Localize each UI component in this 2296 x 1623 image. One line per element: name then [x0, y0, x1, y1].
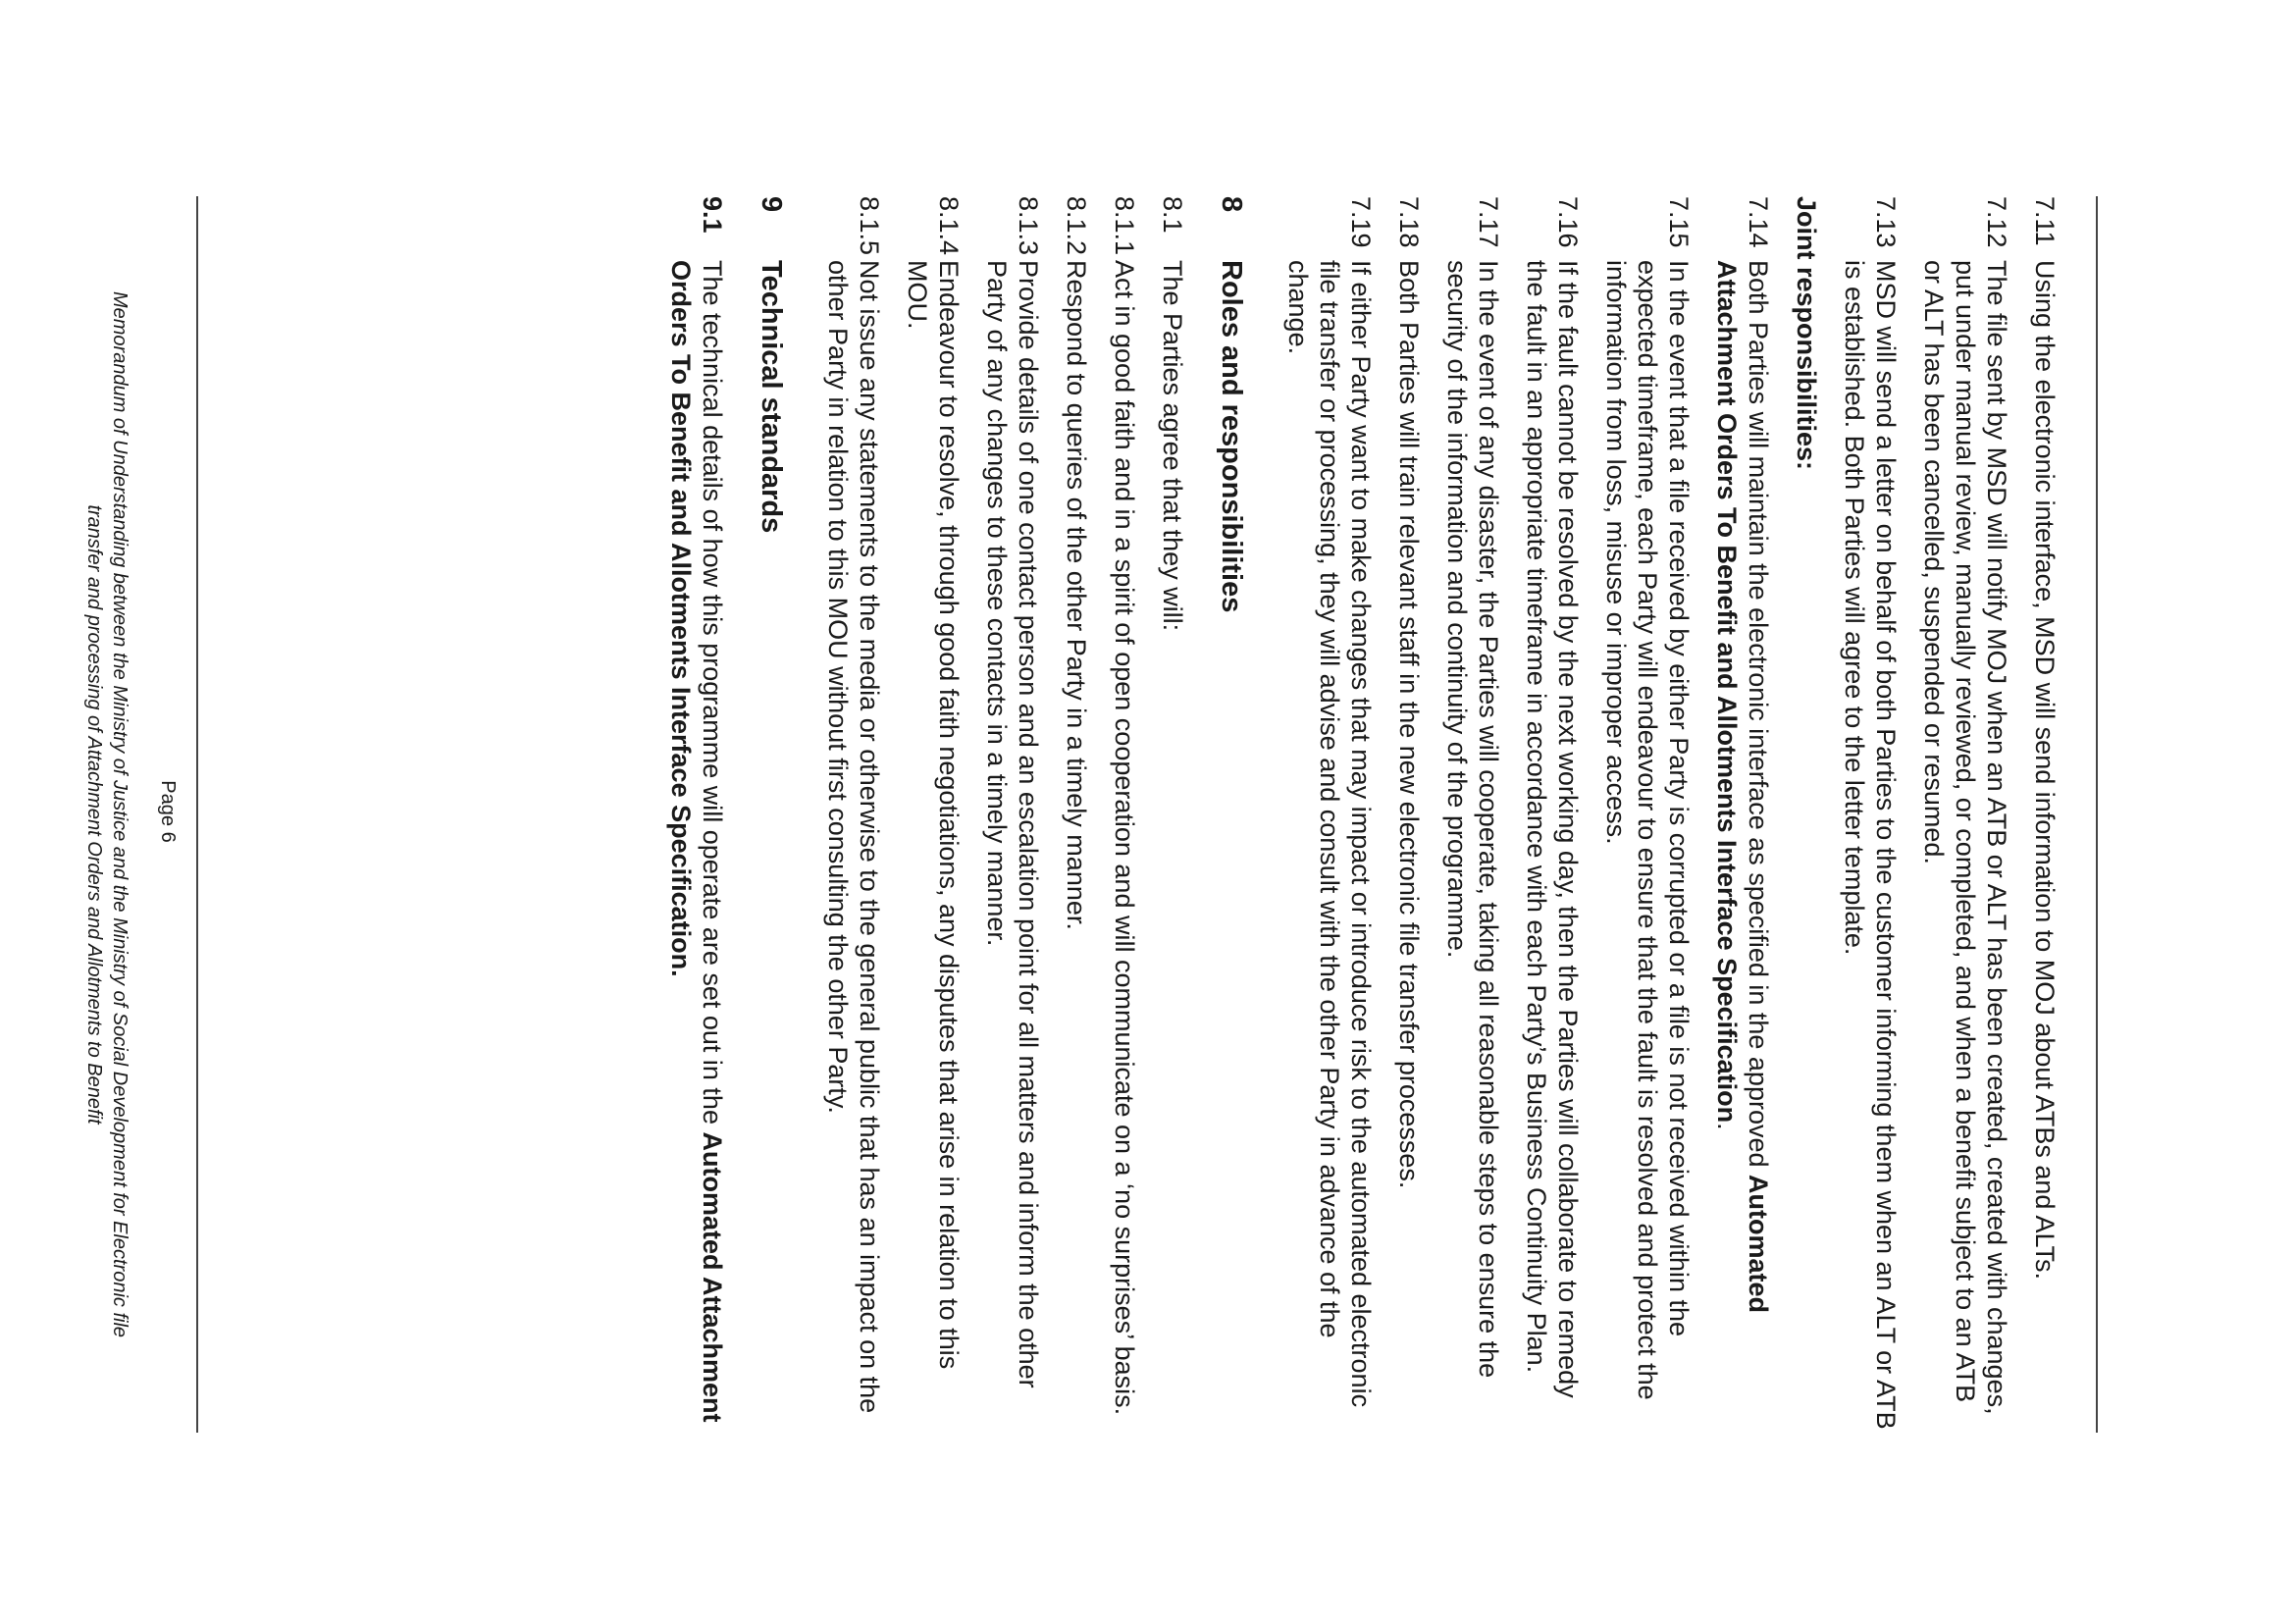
joint-responsibilities-subheading: Joint responsibilities:: [1792, 196, 1821, 471]
clause-text-run: In the event that a file received by either Party is corrupted or a file is not received within the expected timeframe, each Party will endeavour to ensure that the fault is resolved and protect the information from loss, misuse or improper access.: [1601, 260, 1694, 1400]
clause-number: 9.1: [698, 196, 727, 234]
clause-8-1-5: [822, 196, 885, 1433]
clause-text-run: If either Party want to make changes that may impact or introduce risk to the automated electronic file transfer or processing, they will advise and consult with the other Party in advance of the change.: [1283, 260, 1376, 1408]
page-body: [649, 196, 2061, 1433]
clause-text: [1918, 260, 2012, 1433]
clause-7-18: [1393, 196, 1425, 1433]
footer-line-2: transfer and processing of Attachment Orders and Allotments to Benefit: [83, 504, 105, 1125]
clause-text: [1109, 260, 1140, 1433]
clause-number: 8.1.2: [1062, 196, 1091, 256]
clause-number: 7.17: [1474, 196, 1503, 248]
clause-text-run: Endeavour to resolve, through good faith negotiations, any disputes that arise in relation to this MOU.: [903, 260, 964, 1370]
clause-7-19: [1282, 196, 1377, 1433]
section-9-title: Technical standards: [756, 260, 787, 534]
clause-text: [1711, 260, 1774, 1433]
clause-number: 7.15: [1664, 196, 1694, 248]
clause-list-9: [665, 196, 728, 1433]
clause-number: 7.18: [1394, 196, 1424, 248]
clause-7-13: [1839, 196, 1902, 1433]
clause-number: 7.16: [1553, 196, 1583, 248]
clause-number: 7.19: [1346, 196, 1376, 248]
page-number: Page 6: [157, 780, 179, 843]
clause-8-1-3: [981, 196, 1044, 1433]
section-8-heading: [1216, 196, 1247, 1433]
clause-text-run: Both Parties will train relevant staff in the new electronic file transfer processes.: [1394, 260, 1424, 1189]
clause-text: [1157, 260, 1188, 1433]
clause-text-run: The Parties agree that they will:: [1158, 260, 1187, 632]
clause-text-run: If the fault cannot be resolved by the next working day, then the Parties will collaborate to remedy the fault in an appropriate timeframe in accordance with each Party’s Business Continuity Plan.: [1522, 260, 1583, 1398]
clause-text: [822, 260, 885, 1433]
clause-text-run: Provide details of one contact person and an escalation point for all matters and inform the other Party of any changes to these contacts in a timely manner.: [982, 260, 1043, 1388]
clause-8-1-4: [902, 196, 965, 1433]
clause-text-run: The file sent by MSD will notify MOJ when an ATB or ALT has been created, created with changes, put under manual review, manually reviewed, or completed, and when a benefit subject to an ATB or ALT has been cancelled, suspended or resumed.: [1919, 260, 2011, 1415]
clause-list-8: [822, 196, 1188, 1433]
clause-list-7-top: [1839, 196, 2061, 1433]
clause-7-12: [1918, 196, 2012, 1433]
clause-text: [1441, 260, 1504, 1433]
clause-text: [981, 260, 1044, 1433]
footer-rule: [196, 196, 198, 1433]
clause-text-run: Not issue any statements to the media or otherwise to the general public that has an impact on the other Party in relation to this MOU without first consulting the other Party.: [823, 260, 884, 1414]
clause-7-16: [1521, 196, 1584, 1433]
clause-text: [1282, 260, 1377, 1433]
clause-7-17: [1441, 196, 1504, 1433]
section-8-title: Roles and responsibilities: [1216, 260, 1247, 613]
clause-text-run: Respond to queries of the other Party in a timely manner.: [1062, 260, 1091, 930]
clause-7-14: [1711, 196, 1774, 1433]
clause-text-run: .: [1712, 1123, 1742, 1130]
clause-number: 8.1.3: [1014, 196, 1043, 256]
clause-number: 8.1.5: [855, 196, 884, 256]
clause-number: 7.14: [1744, 196, 1773, 248]
clause-text-bold: Automated Attachment Orders To Benefit and Allotments Interface Specification.: [666, 260, 727, 1423]
header-rule: [2096, 196, 2098, 1433]
clause-text: [2029, 260, 2061, 1433]
footer-line-1: Memorandum of Understanding between the Ministry of Justice and the Ministry of Social Development for Electronic file: [109, 290, 130, 1338]
clause-text-run: Act in good faith and in a spirit of open cooperation and will communicate on a ‘no surprises’ basis.: [1110, 260, 1139, 1416]
clause-7-11: [2029, 196, 2061, 1433]
clause-text-run: The technical details of how this programme will operate are set out in the: [698, 260, 727, 1132]
clause-number: 7.13: [1871, 196, 1901, 248]
clause-number: 7.11: [2030, 196, 2060, 246]
section-8-number: 8: [1216, 196, 1247, 213]
clause-text: [1521, 260, 1584, 1433]
clause-8-1-2: [1061, 196, 1092, 1433]
clause-text: [902, 260, 965, 1433]
clause-number: 7.12: [1982, 196, 2011, 248]
clause-7-15: [1600, 196, 1695, 1433]
clause-text-run: Both Parties will maintain the electronic interface as specified in the approved: [1744, 260, 1773, 1176]
clause-8-1: [1157, 196, 1188, 1433]
clause-text-run: In the event of any disaster, the Parties will cooperate, taking all reasonable steps to ensure the security of the information and continuity of the programme.: [1442, 260, 1503, 1379]
clause-text: [1061, 260, 1092, 1433]
clause-text-run: Using the electronic interface, MSD will send information to MOJ about ATBs and ALTs.: [2030, 260, 2060, 1280]
clause-text-bold: Automated Attachment Orders To Benefit and Allotments Interface Specification: [1712, 260, 1773, 1314]
clause-text-run: MSD will send a letter on behalf of both Parties to the customer informing them when an ALT or ATB is established. Both Parties will agree to the letter template.: [1840, 260, 1901, 1430]
clause-number: 8.1.1: [1110, 196, 1139, 256]
section-9-number: 9: [756, 196, 787, 213]
clause-list-7-joint: [1282, 196, 1774, 1433]
clause-number: 8.1.4: [934, 196, 964, 256]
clause-number: 8.1: [1158, 196, 1187, 234]
clause-text: [1600, 260, 1695, 1433]
clause-text: [1393, 260, 1425, 1433]
section-9-heading: [756, 196, 787, 1433]
clause-text: [665, 260, 728, 1433]
clause-text: [1839, 260, 1902, 1433]
clause-8-1-1: [1109, 196, 1140, 1433]
footer-text: [81, 196, 132, 1433]
clause-9-1: [665, 196, 728, 1433]
